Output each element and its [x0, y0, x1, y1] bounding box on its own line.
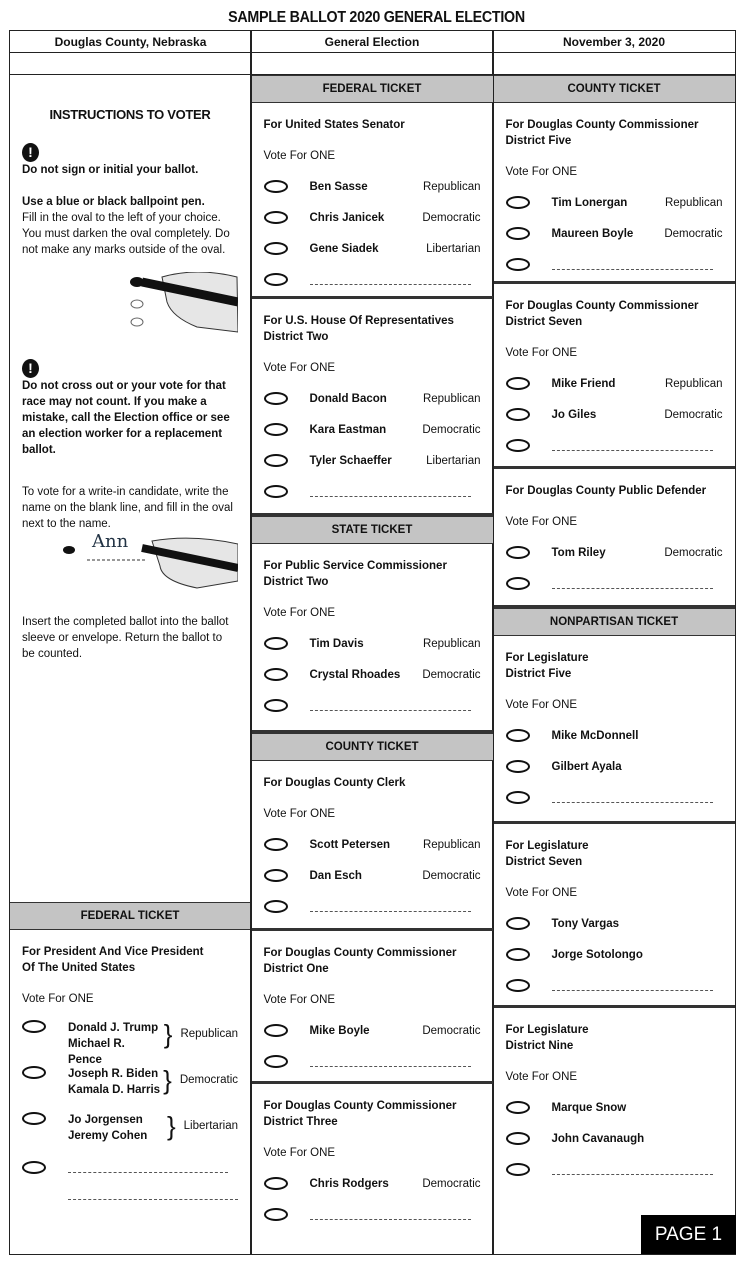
candidate-row[interactable] [264, 171, 481, 202]
write-in-oval[interactable] [264, 485, 288, 498]
vote-for-label: Vote For ONE [505, 347, 578, 359]
candidate-row[interactable] [264, 829, 481, 860]
write-in-oval[interactable] [264, 1055, 288, 1068]
race [494, 284, 735, 469]
candidate-row[interactable] [264, 202, 481, 233]
candidate-oval[interactable] [264, 1177, 288, 1190]
brace: } [166, 1111, 176, 1141]
sample-write-in-name: Ann [92, 531, 129, 552]
candidate-name: Tim Davis [309, 637, 364, 650]
vote-for-label: Vote For ONE [505, 887, 578, 899]
candidate-oval[interactable] [264, 180, 288, 193]
write-in-line[interactable] [310, 1057, 471, 1067]
race-title-line: For Douglas County Clerk [263, 777, 406, 789]
candidate-name: Gene Siadek [309, 242, 379, 255]
candidate-party: Democratic [664, 546, 723, 559]
candidate-party: Libertarian [183, 1120, 238, 1132]
ticket-header: STATE TICKET [252, 516, 493, 544]
write-in-line[interactable] [310, 487, 471, 497]
column-1 [10, 75, 250, 1255]
header-date: November 3, 2020 [493, 31, 735, 53]
race-title-line: District Five [505, 135, 572, 147]
candidate-row[interactable] [506, 720, 723, 751]
candidate-oval[interactable] [22, 1020, 46, 1033]
brace: } [163, 1019, 173, 1049]
candidate-oval[interactable] [506, 227, 530, 240]
write-in-row [506, 970, 723, 1001]
race-title-line: District Three [263, 1116, 338, 1128]
candidate-oval[interactable] [264, 423, 288, 436]
candidate-name: Gilbert Ayala [551, 760, 622, 773]
candidate-name: Jo Giles [551, 408, 597, 421]
race-title [506, 298, 723, 330]
race-title [264, 117, 481, 133]
candidate-row[interactable] [22, 1106, 238, 1152]
candidate-oval[interactable] [506, 196, 530, 209]
write-in-row [264, 1046, 481, 1077]
race-title-line: For Legislature [505, 1024, 589, 1036]
race [252, 931, 493, 1084]
ticket-header: COUNTY TICKET [494, 75, 735, 103]
candidate-row[interactable] [264, 445, 481, 476]
candidate-row[interactable] [506, 1092, 723, 1123]
ticket-header: NONPARTISAN TICKET [494, 608, 735, 636]
race [494, 469, 735, 608]
race-title [506, 1022, 723, 1054]
vote-for-label: Vote For ONE [505, 1071, 578, 1083]
candidate-party: Democratic [422, 869, 481, 882]
candidate-oval[interactable] [264, 869, 288, 882]
candidate-name: Tim Lonergan [551, 196, 628, 209]
instruction-return-ballot: Insert the completed ballot into the ballot sleeve or envelope. Return the ballot to be counted. [22, 616, 229, 660]
candidate-name: Maureen Boyle [551, 227, 634, 240]
candidate-row[interactable] [506, 1123, 723, 1154]
race-title [506, 117, 723, 149]
candidate-party: Republican [422, 180, 481, 193]
vote-for-label: Vote For ONE [505, 516, 578, 528]
candidate-name: Marque Snow [551, 1101, 627, 1114]
write-in-oval[interactable] [264, 1208, 288, 1221]
candidate-party: Republican [664, 196, 723, 209]
race [494, 636, 735, 824]
ballot-frame [9, 30, 736, 1255]
candidate-name: Tom Riley [551, 546, 606, 559]
candidate-oval[interactable] [264, 242, 288, 255]
candidate-name: Mike McDonnell [551, 729, 639, 742]
instruction-no-sign: Do not sign or initial your ballot. [22, 164, 199, 176]
write-in-oval[interactable] [506, 979, 530, 992]
write-in-line[interactable] [310, 701, 471, 711]
candidate-name: Joseph R. Biden [68, 1068, 159, 1080]
race-title [264, 945, 481, 977]
page-number-badge: PAGE 1 [641, 1215, 736, 1254]
candidate-name: Crystal Rhoades [309, 668, 401, 681]
column-3 [494, 75, 735, 1255]
race-title-line: For Douglas County Commissioner [505, 300, 699, 312]
race-title-line: District One [263, 963, 329, 975]
instructions-heading: INSTRUCTIONS TO VOTER [49, 107, 211, 122]
write-in-oval[interactable] [506, 577, 530, 590]
ticket-header: FEDERAL TICKET [252, 75, 493, 103]
write-in-line[interactable] [552, 981, 713, 991]
write-in-row [22, 1152, 238, 1183]
race [252, 1084, 493, 1255]
header-county: Douglas County, Nebraska [10, 31, 251, 53]
brace: } [163, 1065, 172, 1095]
write-in-line[interactable] [552, 579, 713, 589]
vote-for-label: Vote For ONE [263, 994, 336, 1006]
candidate-row[interactable] [22, 1014, 238, 1066]
candidate-oval[interactable] [506, 408, 530, 421]
write-in-oval[interactable] [264, 900, 288, 913]
write-in-row [506, 568, 723, 599]
candidate-oval[interactable] [506, 546, 530, 559]
race [252, 761, 493, 931]
candidate-party: Republican [422, 838, 481, 851]
warning-icon: ! [22, 359, 39, 378]
candidate-oval[interactable] [22, 1112, 46, 1125]
candidate-party: Democratic [422, 1024, 481, 1037]
race-title [264, 558, 481, 590]
race-title [506, 838, 723, 870]
race [252, 544, 493, 733]
candidate-oval[interactable] [264, 211, 288, 224]
candidate-oval[interactable] [264, 668, 288, 681]
write-in-illustration [22, 531, 238, 598]
write-in-second-line[interactable] [68, 1199, 238, 1200]
write-in-line[interactable] [552, 260, 713, 270]
candidate-name: Kara Eastman [309, 423, 387, 436]
candidate-oval[interactable] [264, 1024, 288, 1037]
blank-row [10, 53, 735, 75]
write-in-line[interactable] [310, 275, 471, 285]
candidate-name: Mike Boyle [309, 1024, 370, 1037]
race [494, 103, 735, 284]
vote-for-label: Vote For ONE [263, 150, 336, 162]
candidate-oval[interactable] [506, 729, 530, 742]
race-title-line: District Two [263, 576, 329, 588]
write-in-oval[interactable] [506, 791, 530, 804]
write-in-row [506, 249, 723, 280]
candidate-name: Donald J. Trump [68, 1022, 159, 1034]
write-in-line[interactable] [552, 1165, 713, 1175]
candidate-party: Democratic [179, 1074, 238, 1086]
write-in-line[interactable] [552, 793, 713, 803]
candidate-row[interactable] [506, 537, 723, 568]
candidate-names [68, 1112, 165, 1144]
candidate-row[interactable] [506, 751, 723, 782]
instructions [10, 75, 250, 902]
race-title-line: For Douglas County Commissioner [505, 119, 699, 131]
candidate-party: Republican [664, 377, 723, 390]
candidate-oval[interactable] [506, 948, 530, 961]
candidate-party: Libertarian [426, 242, 481, 255]
race-title-line: For Douglas County Public Defender [505, 485, 707, 497]
vote-for-label: Vote For ONE [505, 699, 578, 711]
candidate-oval[interactable] [506, 377, 530, 390]
write-in-row [264, 690, 481, 721]
vote-for-label: Vote For ONE [263, 808, 336, 820]
write-in-oval[interactable] [506, 1163, 530, 1176]
ticket-header: FEDERAL TICKET [10, 902, 250, 930]
candidate-name: Michael R. Pence [68, 1038, 125, 1066]
candidate-row[interactable] [506, 218, 723, 249]
race-title-line: For Public Service Commissioner [263, 560, 447, 572]
instruction-fill-oval: Fill in the oval to the left of your choice. You must darken the oval completely. Do not make any marks outside of the oval. [22, 212, 230, 256]
candidate-party: Democratic [422, 668, 481, 681]
race-title [506, 483, 723, 499]
write-in-row [264, 1199, 481, 1230]
header-election: General Election [251, 31, 493, 53]
candidate-oval[interactable] [506, 760, 530, 773]
candidate-name: Jorge Sotolongo [551, 948, 643, 961]
write-in-oval[interactable] [506, 439, 530, 452]
write-in-line[interactable] [68, 1163, 228, 1173]
candidate-row[interactable] [264, 860, 481, 891]
hand-writing-illustration [22, 531, 238, 598]
candidate-party: Democratic [422, 211, 481, 224]
write-in-oval[interactable] [264, 273, 288, 286]
ticket-header: COUNTY TICKET [252, 733, 493, 761]
race-title [22, 944, 238, 976]
race-title-line: For Legislature [505, 652, 589, 664]
candidate-row[interactable] [264, 233, 481, 264]
race-title-line: District Five [505, 668, 572, 680]
candidate-row[interactable] [264, 659, 481, 690]
vote-for-label: Vote For ONE [263, 362, 336, 374]
candidate-row[interactable] [506, 399, 723, 430]
candidate-row[interactable] [506, 187, 723, 218]
vote-for-label: Vote For ONE [22, 993, 94, 1005]
race-title-line: District Nine [505, 1040, 574, 1052]
race [494, 824, 735, 1008]
candidate-party: Republican [422, 637, 481, 650]
vote-for-label: Vote For ONE [263, 607, 336, 619]
president-race [10, 930, 250, 1255]
race-title-line: District Seven [505, 316, 583, 328]
candidate-oval[interactable] [506, 1132, 530, 1145]
write-in-row [506, 782, 723, 813]
column-2 [252, 75, 493, 1255]
warning-icon: ! [22, 143, 39, 162]
race-title-line: For Douglas County Commissioner [263, 947, 457, 959]
race-title-line: For President And Vice President [22, 946, 204, 958]
candidate-party: Democratic [664, 227, 723, 240]
candidate-name: Chris Rodgers [309, 1177, 389, 1190]
candidate-row[interactable] [506, 939, 723, 970]
candidate-names [68, 1066, 161, 1098]
candidate-name: Dan Esch [309, 869, 362, 882]
race-title-line: Of The United States [22, 962, 136, 974]
race-title-line: District Seven [505, 856, 583, 868]
candidate-name: Jo Jorgensen [68, 1114, 143, 1126]
candidate-oval[interactable] [22, 1066, 46, 1079]
vote-for-label: Vote For ONE [263, 1147, 336, 1159]
candidate-row[interactable] [22, 1060, 238, 1106]
race-title [506, 650, 723, 682]
race-title-line: District Two [263, 331, 329, 343]
candidate-name: Chris Janicek [309, 211, 385, 224]
race-title [264, 313, 481, 345]
race-title [264, 775, 481, 791]
candidate-oval[interactable] [264, 392, 288, 405]
candidate-row[interactable] [506, 908, 723, 939]
race [252, 299, 493, 516]
candidate-name: Jeremy Cohen [68, 1130, 148, 1142]
race-title [264, 1098, 481, 1130]
candidate-row[interactable] [264, 1168, 481, 1199]
write-in-line[interactable] [552, 441, 713, 451]
race-title-line: For Douglas County Commissioner [263, 1100, 457, 1112]
write-in-line[interactable] [310, 902, 471, 912]
candidate-name: Mike Friend [551, 377, 616, 390]
candidate-name: Tony Vargas [551, 917, 620, 930]
candidate-name: Donald Bacon [309, 392, 387, 405]
candidate-name: Scott Petersen [309, 838, 391, 851]
ballot-title: SAMPLE BALLOT 2020 GENERAL ELECTION [228, 9, 525, 26]
write-in-row [264, 264, 481, 295]
hand-marking-oval-illustration [22, 272, 238, 342]
candidate-party: Libertarian [426, 454, 481, 467]
candidate-oval[interactable] [264, 454, 288, 467]
candidate-oval[interactable] [506, 917, 530, 930]
instruction-no-cross-out: Do not cross out or your vote for that race may not count. If you make a mistake, call the Election office or see an election worker for a replacement ballot. [22, 380, 230, 456]
write-in-row [506, 1154, 723, 1185]
write-in-oval[interactable] [264, 699, 288, 712]
write-in-oval[interactable] [506, 258, 530, 271]
candidate-party: Democratic [422, 423, 481, 436]
candidate-party: Republican [422, 392, 481, 405]
write-in-row [264, 476, 481, 507]
instruction-pen: Use a blue or black ballpoint pen. [22, 196, 205, 208]
candidate-row[interactable] [264, 414, 481, 445]
candidate-row[interactable] [264, 628, 481, 659]
race-title-line: For U.S. House Of Representatives [263, 315, 454, 327]
write-in-line[interactable] [310, 1210, 471, 1220]
race [252, 103, 493, 299]
candidate-party: Republican [180, 1028, 238, 1040]
write-in-row [506, 430, 723, 461]
candidate-row[interactable] [264, 383, 481, 414]
candidate-name: Ben Sasse [309, 180, 368, 193]
candidate-name: Kamala D. Harris [68, 1084, 161, 1096]
candidate-oval[interactable] [264, 838, 288, 851]
candidate-party: Democratic [422, 1177, 481, 1190]
candidate-oval[interactable] [264, 637, 288, 650]
write-in-row [264, 891, 481, 922]
candidate-name: John Cavanaugh [551, 1132, 645, 1145]
candidate-name: Tyler Schaeffer [309, 454, 392, 467]
candidate-row[interactable] [506, 368, 723, 399]
instruction-write-in: To vote for a write-in candidate, write the name on the blank line, and fill in the oval next to the name. [22, 486, 233, 530]
race-title-line: For Legislature [505, 840, 589, 852]
candidate-party: Democratic [664, 408, 723, 421]
write-in-oval[interactable] [22, 1161, 46, 1174]
vote-for-label: Vote For ONE [505, 166, 578, 178]
candidate-oval[interactable] [506, 1101, 530, 1114]
candidate-names [68, 1020, 162, 1068]
race-title-line: For United States Senator [263, 119, 405, 131]
candidate-row[interactable] [264, 1015, 481, 1046]
